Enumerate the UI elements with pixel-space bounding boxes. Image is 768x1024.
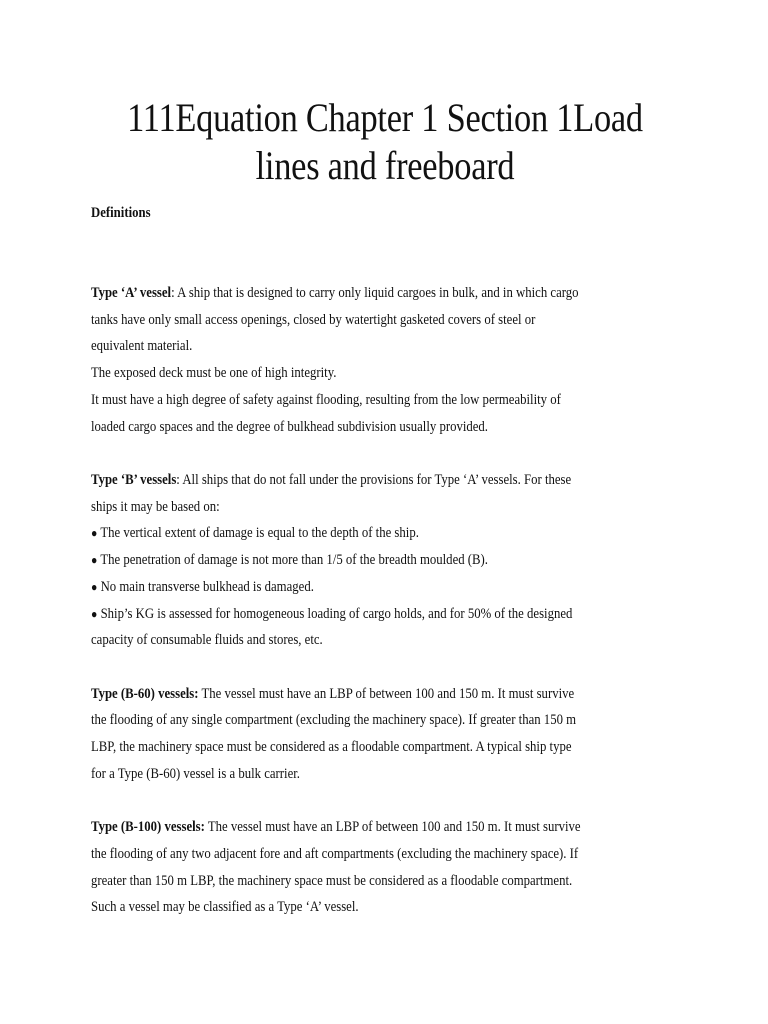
- bullet-item: [91, 574, 619, 601]
- paragraph-text: The vessel must have an LBP of between 100 and 150 m. It must survive: [198, 685, 575, 702]
- bullet-text: The penetration of damage is not more than 1/5 of the breadth moulded (B).: [100, 552, 489, 569]
- bullet-item: [91, 601, 619, 628]
- bullet-item: [91, 520, 619, 547]
- paragraph-line: tanks have only small access openings, closed by watertight gasketed covers of steel or: [91, 311, 536, 328]
- spacer: [91, 787, 691, 814]
- type-b-definition: [91, 467, 691, 654]
- paragraph-line: [91, 681, 619, 708]
- page-title: [106, 94, 665, 190]
- bullet-icon: ●: [91, 606, 98, 621]
- paragraph-line: ships it may be based on:: [91, 498, 220, 515]
- paragraph-line: [91, 467, 619, 494]
- bullet-icon: ●: [91, 553, 98, 568]
- title-line-2: lines and freeboard: [255, 143, 515, 188]
- paragraph-line: [91, 280, 619, 307]
- bullet-text: Ship’s KG is assessed for homogeneous loading of cargo holds, and for 50% of the designed: [100, 605, 573, 622]
- bullet-text: The vertical extent of damage is equal to the depth of the ship.: [100, 525, 419, 542]
- type-a-definition: [91, 280, 691, 440]
- spacer: [91, 253, 691, 280]
- paragraph-line: Such a vessel may be classified as a Type ‘A’ vessel.: [91, 899, 359, 916]
- title-line-1: 111Equation Chapter 1 Section 1Load: [127, 95, 643, 140]
- type-b60-definition: [91, 681, 691, 788]
- definitions-heading: Definitions: [91, 205, 151, 221]
- bullet-item: [91, 547, 619, 574]
- paragraph-line: [91, 814, 619, 841]
- bullet-icon: ●: [91, 526, 98, 541]
- paragraph-line: for a Type (B-60) vessel is a bulk carrier.: [91, 765, 300, 782]
- type-a-term: Type ‘A’ vessel: [91, 285, 172, 302]
- paragraph-text: : A ship that is designed to carry only liquid cargoes in bulk, and in which cargo: [171, 285, 579, 302]
- paragraph-line: equivalent material.: [91, 338, 193, 355]
- spacer: [91, 227, 691, 254]
- spacer: [91, 654, 691, 681]
- spacer: [91, 440, 691, 467]
- paragraph-line: loaded cargo spaces and the degree of bulkhead subdivision usually provided.: [91, 418, 488, 435]
- document-body: [91, 200, 691, 921]
- type-b100-definition: [91, 814, 691, 921]
- bullet-text: No main transverse bulkhead is damaged.: [100, 578, 314, 595]
- paragraph-line: the flooding of any two adjacent fore and aft compartments (excluding the machinery space). If: [91, 845, 579, 862]
- paragraph-text: The vessel must have an LBP of between 100 and 150 m. It must survive: [204, 819, 581, 836]
- paragraph-line: greater than 150 m LBP, the machinery space must be considered as a floodable compartment.: [91, 872, 573, 889]
- paragraph-line: the flooding of any single compartment (excluding the machinery space). If greater than 150 m: [91, 712, 577, 729]
- paragraph-text: : All ships that do not fall under the provisions for Type ‘A’ vessels. For these: [176, 471, 572, 488]
- type-b60-term: Type (B-60) vessels:: [91, 685, 199, 702]
- type-b100-term: Type (B-100) vessels:: [91, 819, 205, 836]
- bullet-icon: ●: [91, 579, 98, 594]
- type-b-term: Type ‘B’ vessels: [91, 471, 177, 488]
- paragraph-line: LBP, the machinery space must be considered as a floodable compartment. A typical ship type: [91, 739, 572, 755]
- paragraph-line: capacity of consumable fluids and stores, etc.: [91, 632, 323, 649]
- paragraph-line: It must have a high degree of safety against flooding, resulting from the low permeability of: [91, 391, 561, 408]
- paragraph-line: The exposed deck must be one of high integrity.: [91, 365, 337, 382]
